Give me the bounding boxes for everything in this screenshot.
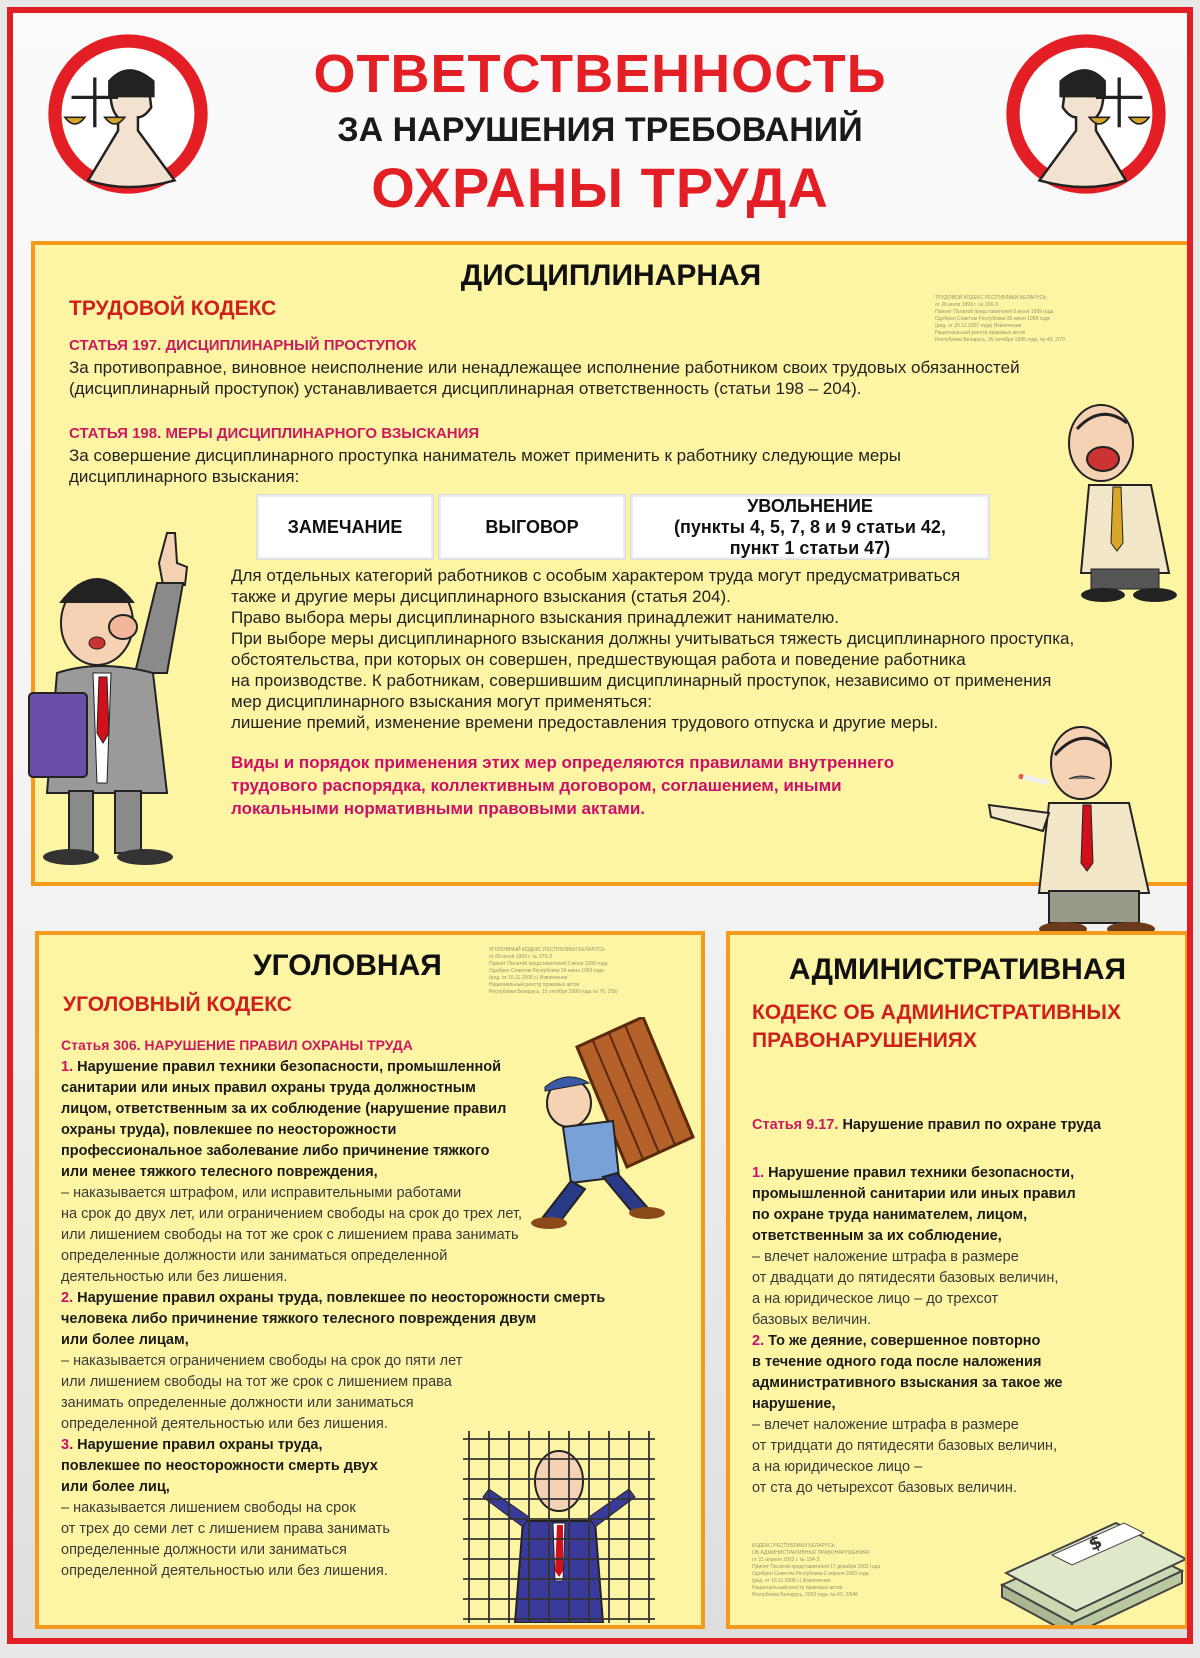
poster-title-subtitle: ЗА НАРУШЕНИЯ ТРЕБОВАНИЙ — [337, 111, 863, 149]
man-pointing-up-illustration — [17, 523, 207, 873]
disciplinary-highlight-text: Виды и порядок применения этих мер определяются правилами внутреннего трудового распорядка, коллективным договором, соглашением, иными локальными нормативными правовыми актами. — [231, 753, 895, 818]
poster-title-bottom: ОХРАНЫ ТРУДА — [371, 156, 829, 219]
small-print-line: Одобрен Советом Республики 30 июня 1999 года — [935, 316, 1050, 322]
measure-reprimand-box: ЗАМЕЧАНИЕ — [257, 495, 433, 559]
administrative-title: АДМИНИСТРАТИВНАЯ — [788, 953, 1127, 986]
labor-code-reference — [935, 295, 1065, 344]
article-198-title: СТАТЬЯ 198. МЕРЫ ДИСЦИПЛИНАРНОГО ВЗЫСКАНИЯ — [69, 425, 480, 442]
administrative-panel — [726, 931, 1189, 1629]
small-print-line: Национальный реестр правовых актов — [752, 1585, 843, 1591]
small-print-line: (ред. от 16.11.2006 г.) Извлечение — [752, 1578, 831, 1584]
man-behind-bars-illustration — [463, 1431, 655, 1623]
small-print-line: Принят Палатой представителей 8 июня 1999 года — [935, 309, 1054, 315]
worker-carrying-crate-illustration — [523, 1017, 703, 1237]
labor-code-title: ТРУДОВОЙ КОДЕКС — [69, 297, 277, 320]
disciplinary-details-text: Для отдельных категорий работников с особым характером труда могут предусматриваться также и другие меры дисциплинарного взыскания (статья 204). Право выбора меры дисциплинарного взыскания принадлежит нанимателю. При выборе меры дисциплинарного взыскания должны учитываться тяжесть дисциплинарного проступка, обстоятельства, при которых он совершен, предшествующая работа и поведение работника на производстве. К работникам, совершившим дисциплинарный проступок, независимо от применения мер дисциплинарного взыскания могут применяться: лишение премий, изменение времени предоставления трудового отпуска и другие меры. — [231, 566, 1075, 732]
disciplinary-title: ДИСЦИПЛИНАРНАЯ — [460, 259, 762, 292]
criminal-item-2: 2. Нарушение правил охраны труда, повлекшее по неосторожности смерть человека либо причинение тяжкого телесного повреждения двум или более лицам, – наказывается ограничением свободы на срок до пяти лет или лишением свободы на тот же срок с лишением права занимать определенные должности или заниматься определенной деятельностью или без лишения. — [61, 1290, 606, 1432]
small-print-line: Республики Беларусь, 26 октября 1999 года, № 40, 2/70 — [935, 337, 1065, 343]
administrative-code-title: КОДЕКС ОБ АДМИНИСТРАТИВНЫХ ПРАВОНАРУШЕНИЯХ — [752, 1001, 1121, 1052]
small-print-line: Национальный реестр правовых актов — [489, 982, 580, 988]
small-print-line: Республики Беларусь, 15 октября 1999 года № 76, 2/50 — [489, 989, 618, 995]
small-print-line: КОДЕКС РЕСПУБЛИКИ БЕЛАРУСЬ — [752, 1543, 835, 1549]
article-198-text: За совершение дисциплинарного проступка наниматель может применить к работнику следующие меры дисциплинарного взыскания: — [69, 446, 902, 486]
small-print-line: Одобрен Советом Республики 24 июня 1999 года — [489, 968, 604, 974]
small-print-line: от 21 апреля 2003 г. № 194-З — [752, 1557, 820, 1563]
measure-dismissal-box: УВОЛЬНЕНИЕ (пункты 4, 5, 7, 8 и 9 статьи 42, пункт 1 статьи 47) — [631, 495, 989, 559]
small-print-line: ОБ АДМИНИСТРАТИВНЫХ ПРАВОНАРУШЕНИЯХ — [752, 1550, 871, 1556]
svg-text:$: $ — [1085, 1531, 1106, 1556]
small-print-line: Принят Палатой представителей 2 июня 1999 года — [489, 961, 608, 967]
criminal-item-1: 1. Нарушение правил техники безопасности, промышленной санитарии или иных правил охраны труда должностным лицом, ответственным за их соблюдение (нарушение правил охраны труда), повлекшее по неосторожности профессиональное заболевание либо причинение тяжкого или менее тяжкого телесного повреждения, – наказывается штрафом, или исправительными работами на срок до двух лет, или ограничением свободы на срок до трех лет, или лишением свободы на тот же срок с лишением права занимать определенные должности или заниматься определенной деятельностью или без лишения. — [61, 1059, 523, 1285]
poster — [7, 7, 1193, 1644]
article-9-17-title: Статья 9.17. Нарушение правил по охране труда — [752, 1117, 1102, 1133]
measure-rebuke-box: ВЫГОВОР — [439, 495, 625, 559]
money-stack-illustration — [992, 1515, 1189, 1629]
criminal-title: УГОЛОВНАЯ — [253, 949, 442, 982]
criminal-item-3: 3. Нарушение правил охраны труда, повлекшее по неосторожности смерть двух или более лиц, – наказывается лишением свободы на срок от трех до семи лет с лишением права занимать определенные должности или заниматься определенной деятельностью или без лишения. — [61, 1437, 390, 1579]
shouting-man-illustration — [1051, 393, 1191, 603]
small-print-line: Принят Палатой представителей 17 декабря 2002 года — [752, 1564, 881, 1570]
small-print-line: (ред. от 20.12.2007 года) Извлечение — [935, 323, 1022, 329]
smoking-man-illustration — [979, 713, 1193, 943]
small-print-line: от 09 июля 1999 г. № 275-З — [489, 954, 553, 960]
administrative-code-reference — [752, 1543, 880, 1599]
article-197-text: За противоправное, виновное неисполнение или ненадлежащее исполнение работником своих трудовых обязанностей (дисциплинарный проступок) устанавливается дисциплинарная ответственность (статьи 198 – 204). — [69, 358, 1020, 398]
small-print-line: Национальный реестр правовых актов — [935, 330, 1026, 336]
small-print-line: Одобрен Советом Республики 2 апреля 2003 года — [752, 1571, 869, 1577]
administrative-item-1: 1. Нарушение правил техники безопасности, промышленной санитарии или иных правил по охране труда нанимателем, лицом, ответственным за их соблюдение, – влечет наложение штрафа в размере от двадцати до пятидесяти базовых величин, а на юридическое лицо – до трехсот базовых величин. — [752, 1165, 1076, 1328]
small-print-line: Республики Беларусь, 2003 года, № 63, 2/946 — [752, 1592, 859, 1598]
small-print-line: (ред. от 16.11.2006 г.) Извлечение — [489, 975, 568, 981]
article-306-title: Статья 306. НАРУШЕНИЕ ПРАВИЛ ОХРАНЫ ТРУДА — [61, 1037, 413, 1053]
criminal-code-reference — [489, 947, 618, 996]
small-print-line: ТРУДОВОЙ КОДЕКС РЕСПУБЛИКИ БЕЛАРУСЬ — [935, 295, 1047, 301]
criminal-panel — [35, 931, 705, 1629]
administrative-item-2: 2. То же деяние, совершенное повторно в течение одного года после наложения административного взыскания за такое же нарушение, – влечет наложение штрафа в размере от тридцати до пятидесяти базовых величин, а на юридическое лицо – от ста до четырехсот базовых величин. — [752, 1333, 1063, 1496]
poster-title-main: ОТВЕТСТВЕННОСТЬ — [313, 44, 887, 104]
article-197-title: СТАТЬЯ 197. ДИСЦИПЛИНАРНЫЙ ПРОСТУПОК — [69, 337, 417, 354]
small-print-line: от 26 июля 1999 г. № 296-З — [935, 302, 999, 308]
small-print-line: УГОЛОВНЫЙ КОДЕКС РЕСПУБЛИКИ БЕЛАРУСЬ — [489, 947, 605, 953]
criminal-code-title: УГОЛОВНЫЙ КОДЕКС — [63, 993, 292, 1016]
